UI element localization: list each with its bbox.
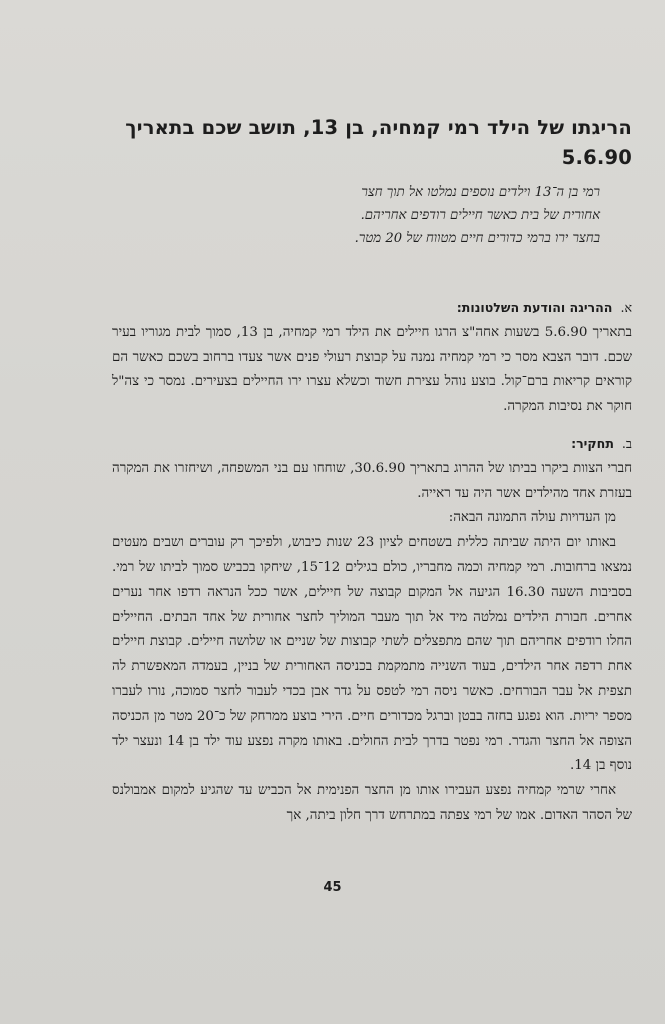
page-title: הריגתו של הילד רמי קמחיה, בן 13, תושב שכם בתאריך 5.6.90 (125, 116, 632, 169)
section-b-number: ב. (621, 435, 632, 451)
section-b-paragraph-4: אחרי שרמי קמחיה נפצע העבירו אותו מן החצר הפנימית אל הכביש עד שהגיע למקום אמבולנס של הסהר האדום. אמו של רמי צפתה במתרחש דרך חלון ביתה, אך (112, 783, 632, 823)
section-a-number: א. (620, 300, 632, 315)
section-b-paragraph-2: מן העדויות עולה התמונה הבאה: (448, 510, 616, 526)
section-b-title: תחקיר: (571, 435, 614, 451)
intro-line: בחצר ירו ברמי כדורים חיים מטווח של 20 מטר. (354, 231, 600, 246)
section-a-paragraph: בתאריך 5.6.90 בשעות אחה"צ הרגו חיילים את הילד רמי קמחיה, בן 13, סמוך לבית מגוריו בעיר שכם. דובר הצבא מסר כי רמי קמחיה נמנה על קבוצת רעולי פנים אשר צעדו ברחוב בשכם כאשר הם קוראים קריאות ברם־קול. בוצע נוהל עצירת חשוד וכשלא עצרו ירו החיילים בצעירים. נמסר כי צה"ל חוקר את נסיבות המקרה. (112, 324, 632, 415)
intro-line: אחורית של בית כאשר חיילים רודפים אחריהם. (360, 208, 600, 223)
section-a-heading (112, 296, 632, 321)
intro-line: רמי בן ה־13 וילדים נוספים נמלטו אל תוך חצר (361, 185, 600, 200)
section-a-title: ההריגה והודעת השלטונות: (456, 300, 613, 315)
intro-summary (118, 181, 600, 250)
page-number: 45 (323, 880, 342, 895)
body-text (112, 296, 632, 829)
section-b-paragraph-3: באותו יום היתה שביתה כללית בשטחים לציון 23 שנות כיבוש, ולפיכך רק עוברים ושבים מעטים נמצאו ברחובות. רמי קמחיה וכמה מחבריו, כולם בגילים 12־15, שיחקו בכביש סמוך לביתו של רמי. בסביבות השעה 16.30 הגיעה אל המקום קבוצה של חיילים, אשר ככל הנראה רדפו אחר נערים אחרים. חבורת הילדים נמלטה מיד אל תוך מעבר המוליך לחצר אחורית של אחד הבתים. החיילים החלו רודפים אחריהם תוך שהם מתפצלים לשתי קבוצות של שניים או שלושה חיילים. קבוצת חיילים אחת רדפה אחר הילדים, בעוד השנייה מתמקמת בכניסה האחורית של בניין, בעמדה המאפשרת לה תצפית אל עבר הבורחים. כאשר ניסה רמי לטפס על גדר אבן בכדי לעבור לחצר סמוכה, נורו לעברו מספר יריות. הוא נפגע בחזה בבטן וברגל מכדורים חיים. הירי בוצע ממרחק של כ־20 מטר מן הכניסה הצופה אל החצר והגדר. רמי נפטר בדרך לבית החולים. באותו מקרה נפצע עוד ילד בן 14 ונעצר ילד נוסף בן 14. (112, 535, 633, 774)
section-b-heading (112, 432, 632, 457)
section-b-paragraph-1: חברי הצוות ביקרו בביתו של ההרוג בתאריך 30.6.90, שוחחו עם בני המשפחה, ושיחזרו את המקרה בעזרת אחד מהילדים אשר היה עד ראייה. (112, 460, 632, 501)
